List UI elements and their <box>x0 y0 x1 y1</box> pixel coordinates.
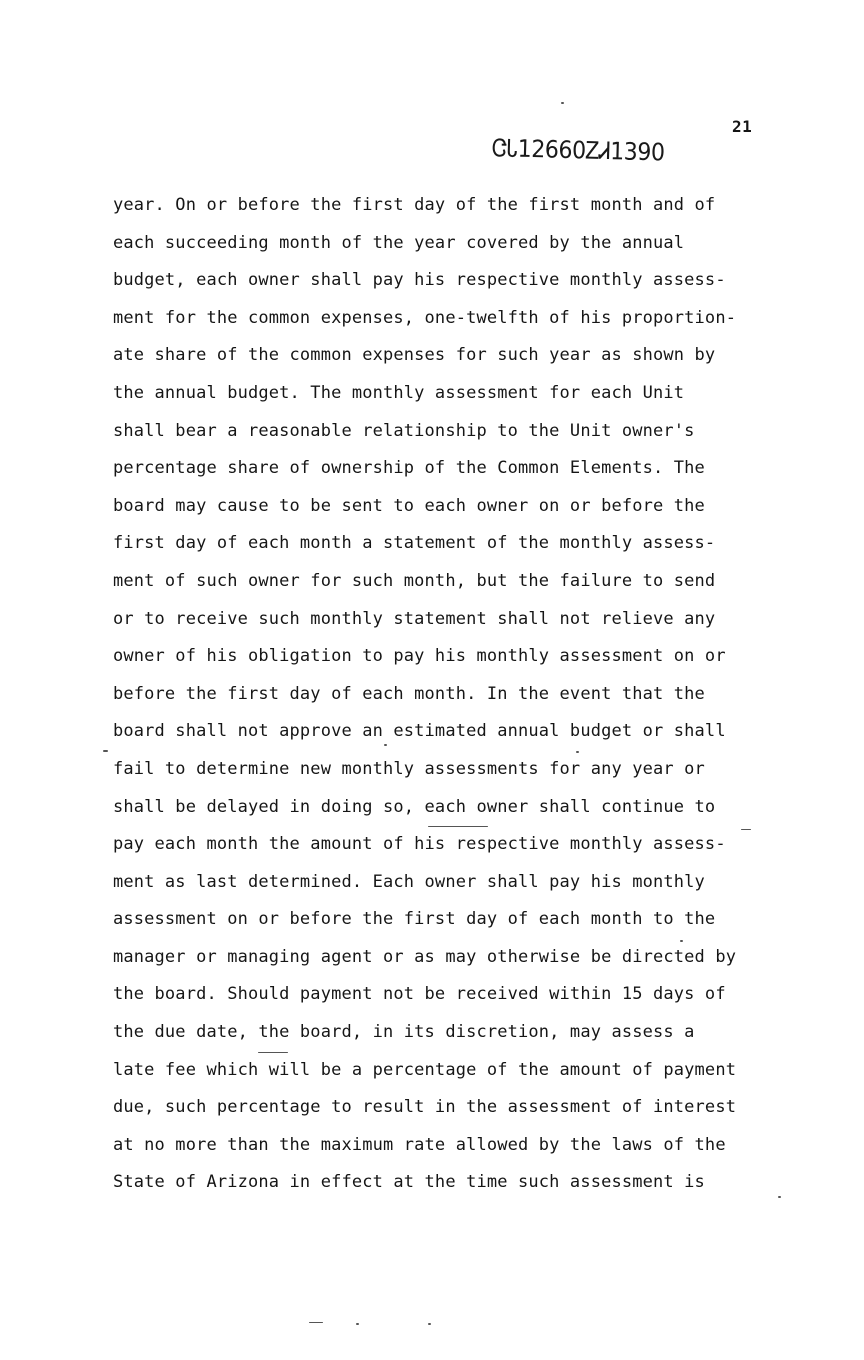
scan-speck <box>103 750 108 752</box>
scan-speck <box>428 1323 431 1325</box>
text-line: each succeeding month of the year covered by the annual <box>113 232 685 253</box>
scan-speck <box>309 1322 323 1323</box>
text-line: manager or managing agent or as may otherwise be directed by <box>113 946 737 967</box>
text-line: pay each month the amount of his respective monthly assess- <box>113 834 726 855</box>
text-line: shall be delayed in doing so, each owner shall continue to <box>113 796 716 817</box>
scan-speck <box>258 1052 288 1053</box>
text-line: shall bear a reasonable relationship to the Unit owner's <box>113 420 695 441</box>
text-line: or to receive such monthly statement shall not relieve any <box>113 608 716 629</box>
text-line: the due date, the board, in its discretion, may assess a <box>113 1022 695 1043</box>
text-line: ate share of the common expenses for such year as shown by <box>113 345 716 366</box>
text-line: budget, each owner shall pay his respective monthly assess- <box>113 270 726 291</box>
text-line: percentage share of ownership of the Common Elements. The <box>113 458 705 479</box>
text-line: owner of his obligation to pay his monthly assessment on or <box>113 646 726 667</box>
text-line: before the first day of each month. In the event that the <box>113 683 705 704</box>
page-number: 21 <box>732 117 753 136</box>
scan-speck <box>428 826 488 827</box>
text-line: ment as last determined. Each owner shall pay his monthly <box>113 871 705 892</box>
text-line: ment for the common expenses, one-twelfth of his proportion- <box>113 307 737 328</box>
text-line: fail to determine new monthly assessments for any year or <box>113 758 705 779</box>
scan-speck <box>561 102 564 104</box>
text-line: the board. Should payment not be received within 15 days of <box>113 984 726 1005</box>
text-line: board shall not approve an estimated annual budget or shall <box>113 721 726 742</box>
text-line: first day of each month a statement of the monthly assess- <box>113 533 716 554</box>
scan-speck <box>778 1196 781 1198</box>
scan-speck <box>741 829 751 830</box>
text-line: board may cause to be sent to each owner on or before the <box>113 495 705 516</box>
text-line: at no more than the maximum rate allowed by the laws of the <box>113 1134 726 1155</box>
body-paragraph <box>113 191 813 1206</box>
text-line: ment of such owner for such month, but the failure to send <box>113 570 716 591</box>
scan-speck <box>384 744 387 746</box>
scan-speck <box>680 940 683 942</box>
scan-speck <box>356 1323 359 1325</box>
text-line: assessment on or before the first day of each month to the <box>113 909 716 930</box>
text-line: State of Arizona in effect at the time such assessment is <box>113 1172 705 1193</box>
text-line: year. On or before the first day of the first month and of <box>113 195 716 215</box>
docket-stamp: ᏣᏓ12660ᏃᏗ1390 <box>491 134 665 167</box>
text-line: the annual budget. The monthly assessment for each Unit <box>113 382 685 403</box>
text-line: late fee which will be a percentage of the amount of payment <box>113 1059 737 1080</box>
scan-speck <box>576 751 579 753</box>
text-line: due, such percentage to result in the assessment of interest <box>113 1097 737 1118</box>
